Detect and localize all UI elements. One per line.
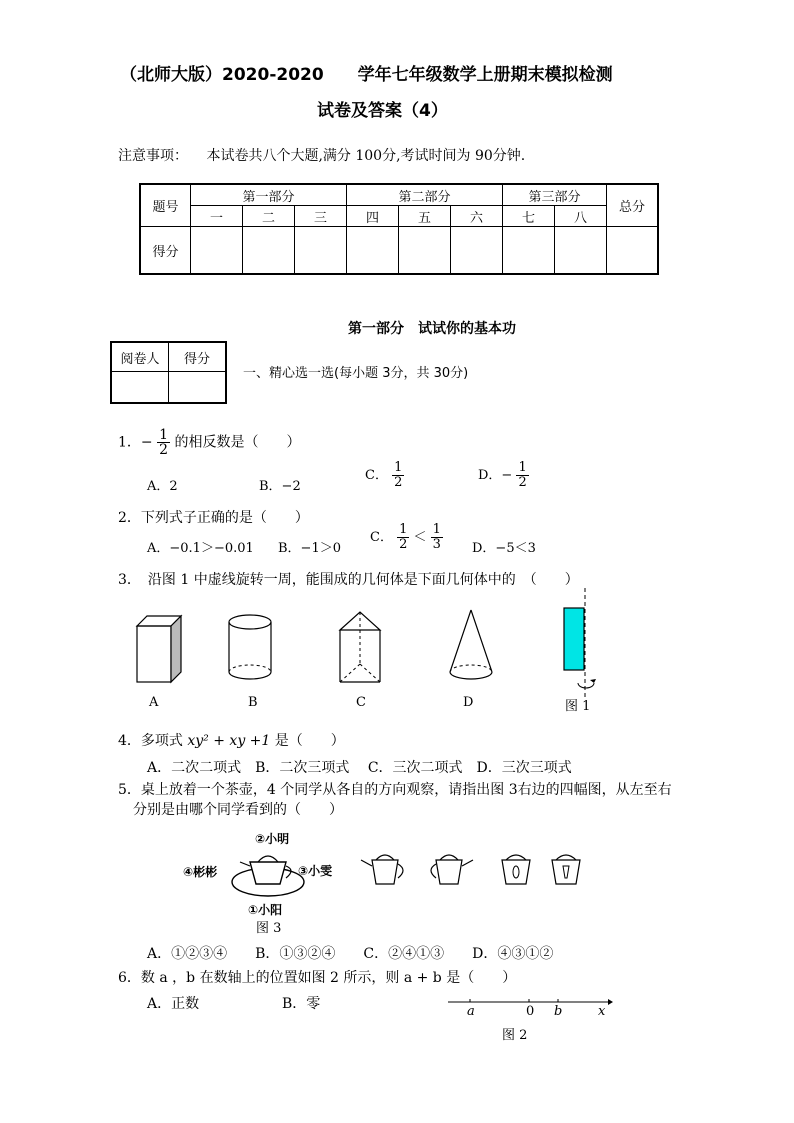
q2-stem: 2．下列式子正确的是（ ） <box>118 510 309 526</box>
q3-label-d: D <box>463 695 474 710</box>
cylinder-figure <box>226 612 276 684</box>
q3-label-c: C <box>356 695 366 710</box>
fig1-caption: 图 1 <box>565 699 591 714</box>
q2-opt-c-frac2 <box>431 523 443 552</box>
teapot-view-2 <box>424 848 476 890</box>
score-cell <box>451 227 503 275</box>
q1-opt-c-frac <box>392 461 404 490</box>
title-line-1: （北师大版）2020-2020 学年七年级数学上册期末模拟检测 <box>120 65 613 85</box>
q3-label-a: A <box>149 695 159 710</box>
cone-figure <box>446 606 496 686</box>
q1-opt-c-den: 2 <box>394 475 403 490</box>
notice-text: 本试卷共八个大题,满分 100分,考试时间为 90分钟. <box>206 148 526 164</box>
q1-fraction <box>157 428 170 457</box>
score-table-total: 总分 <box>607 184 659 227</box>
q4-stem-end: 是（ ） <box>274 733 345 749</box>
q5-stem-line2: 分别是由哪个同学看到的（ ） <box>133 802 343 818</box>
viewer-3-label: ③小雯 <box>298 864 333 878</box>
notice-label: 注意事项： <box>118 148 188 164</box>
score-table-q3: 三 <box>295 206 347 227</box>
q1-opt-c-label: C． <box>365 468 388 483</box>
title-line-2: 试卷及答案（4） <box>317 101 448 121</box>
q2-frac2-num: 1 <box>432 522 441 537</box>
q2-option-b: B．−1＞0 <box>278 541 341 556</box>
score-table-q6: 六 <box>451 206 503 227</box>
q3-label-b: B <box>248 695 258 710</box>
q1-opt-d-num: 1 <box>518 460 527 475</box>
viewer-4-label: ④彬彬 <box>183 865 218 879</box>
prism-figure <box>336 608 384 686</box>
axis-label-a: a <box>467 1004 475 1019</box>
grader-table <box>110 341 227 404</box>
q2-opt-c-lt: ＜ <box>413 530 427 545</box>
q5-stem-line1: 5．桌上放着一个茶壶，4 个同学从各自的方向观察，请指出图 3右边的四幅图，从左至右 <box>118 782 672 798</box>
score-table-q5: 五 <box>399 206 451 227</box>
axis-label-zero: 0 <box>526 1004 535 1019</box>
q6-option-b: B．零 <box>282 996 321 1012</box>
q1-stem: 的相反数是（ ） <box>174 434 301 451</box>
q1-option-a: A．2 <box>147 479 178 494</box>
q4-options: A．二次二项式 B．二次三项式 C．三次二项式 D．三次三项式 <box>147 760 572 776</box>
q1-frac-num: 1 <box>159 427 169 443</box>
q1-opt-c-num: 1 <box>394 460 403 475</box>
q1-opt-d-den: 2 <box>518 475 527 490</box>
cuboid-figure <box>134 612 186 684</box>
axis-label-x: x <box>598 1004 606 1019</box>
question-1 <box>118 428 300 457</box>
q2-frac1-den: 2 <box>399 537 408 552</box>
score-cell <box>243 227 295 275</box>
score-table-part-2: 第二部分 <box>347 184 503 206</box>
q2-frac2-den: 3 <box>432 537 441 552</box>
score-table-part-1: 第一部分 <box>191 184 347 206</box>
viewer-2-label: ②小明 <box>255 832 290 846</box>
score-cell <box>347 227 399 275</box>
fig3-caption: 图 3 <box>256 921 282 936</box>
score-table-q7: 七 <box>503 206 555 227</box>
q1-option-d <box>478 461 529 490</box>
viewer-1-label: ①小阳 <box>248 903 283 917</box>
q2-opt-c-label: C． <box>370 530 393 545</box>
score-table-part-3: 第三部分 <box>503 184 607 206</box>
score-table-q8: 八 <box>555 206 607 227</box>
score-table-header-label: 题号 <box>140 184 191 227</box>
q3-stem: 3． 沿图 1 中虚线旋转一周，能围成的几何体是下面几何体中的 （ ） <box>118 572 579 588</box>
q2-option-a: A．−0.1＞−0.01 <box>147 541 254 556</box>
q6-stem: 6．数 a ，b 在数轴上的位置如图 2 所示，则 a + b 是（ ） <box>118 970 517 986</box>
score-table-q2: 二 <box>243 206 295 227</box>
teapot-view-4 <box>546 848 586 890</box>
grader-cell <box>111 372 169 404</box>
teapot-view-3 <box>496 848 536 890</box>
fig2-caption: 图 2 <box>502 1028 528 1043</box>
q1-option-b: B．−2 <box>259 479 301 494</box>
score-table-q4: 四 <box>347 206 399 227</box>
score-table-q1: 一 <box>191 206 243 227</box>
q5-options: A．①②③④ B．①③②④ C．②④①③ D．④③①② <box>147 946 554 962</box>
grader-cell <box>169 372 227 404</box>
axis-label-b: b <box>554 1004 563 1019</box>
score-cell <box>295 227 347 275</box>
q2-opt-c-frac1 <box>397 523 409 552</box>
score-cell <box>191 227 243 275</box>
q6-option-a: A．正数 <box>147 996 200 1012</box>
q2-frac1-num: 1 <box>399 522 408 537</box>
q2-option-d: D．−5＜3 <box>472 541 536 556</box>
score-cell <box>555 227 607 275</box>
score-cell <box>399 227 451 275</box>
q1-number: 1．− <box>118 434 153 451</box>
part-title: 一、精心选一选(每小题 3分，共 30分) <box>243 366 469 381</box>
grader-score-label: 得分 <box>169 342 227 372</box>
grader-label: 阅卷人 <box>111 342 169 372</box>
section-heading: 第一部分 试试你的基本功 <box>348 321 516 337</box>
teapot-view-1 <box>358 848 410 890</box>
score-cell <box>503 227 555 275</box>
q1-frac-den: 2 <box>159 442 169 458</box>
q4-expression: xy² + xy +1 <box>187 733 271 749</box>
q4-stem <box>118 730 345 750</box>
score-cell <box>607 227 659 275</box>
q2-option-c <box>370 523 443 552</box>
score-table-score-label: 得分 <box>140 227 191 275</box>
notice <box>118 145 525 165</box>
q1-opt-d-label: D．− <box>478 468 513 483</box>
q1-option-c <box>365 461 404 490</box>
teapot-table-figure <box>228 846 308 900</box>
rotation-figure <box>560 588 600 700</box>
score-table <box>139 183 659 275</box>
q4-number: 4．多项式 <box>118 733 183 749</box>
q1-opt-d-frac <box>516 461 528 490</box>
